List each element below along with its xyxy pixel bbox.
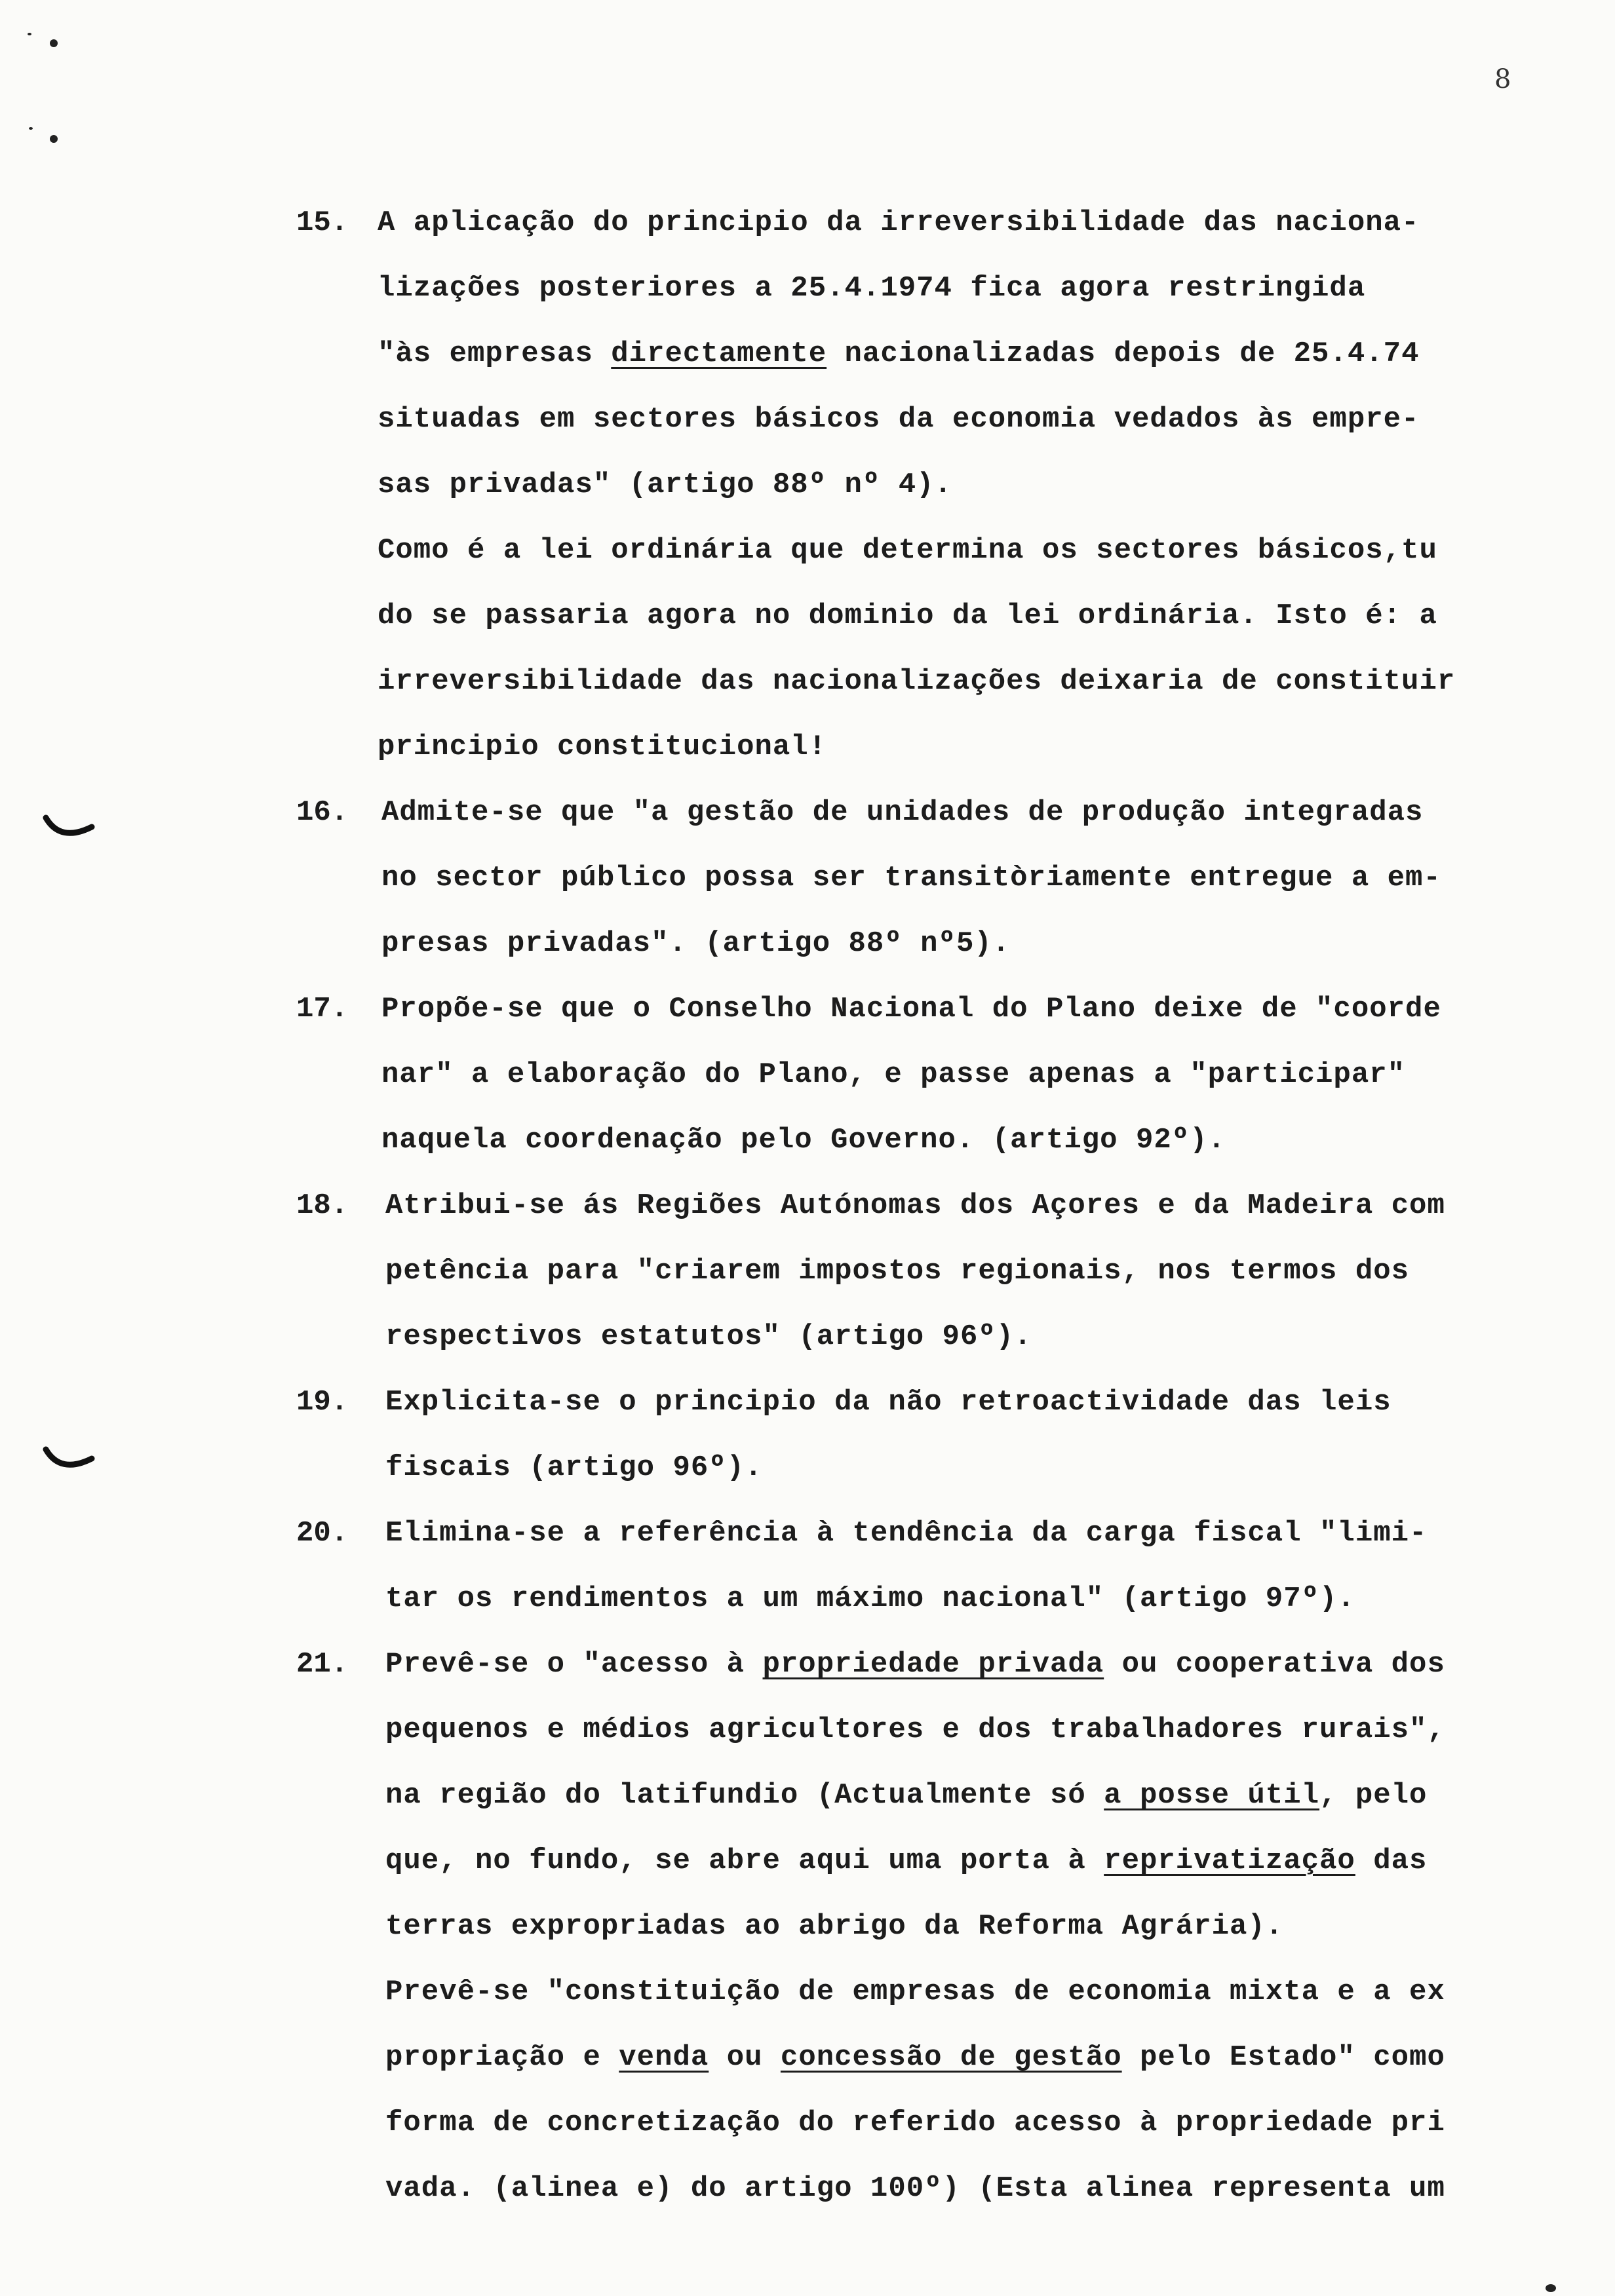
binder-ring-mark bbox=[41, 1435, 100, 1487]
text-line: situadas em sectores básicos da economia vedados às empre- bbox=[378, 403, 1420, 436]
text-line: no sector público possa ser transitòriamente entregue a em- bbox=[381, 862, 1441, 894]
text-line: forma de concretização do referido acesso à propriedade pri bbox=[385, 2107, 1445, 2139]
text-line: lizações posteriores a 25.4.1974 fica agora restringida bbox=[378, 272, 1366, 305]
margin-dot bbox=[50, 39, 58, 47]
text-line: Atribui-se ás Regiões Autónomas dos Açores e da Madeira com bbox=[385, 1189, 1445, 1222]
text-line: nar" a elaboração do Plano, e passe apenas a "participar" bbox=[381, 1058, 1406, 1091]
text-line: irreversibilidade das nacionalizações deixaria de constituir bbox=[378, 665, 1456, 698]
text-line: sas privadas" (artigo 88º nº 4). bbox=[378, 469, 952, 501]
text-line: vada. (alinea e) do artigo 100º) (Esta alinea representa um bbox=[385, 2172, 1445, 2205]
paragraph-number: 16. bbox=[296, 796, 349, 829]
paragraph-number: 18. bbox=[296, 1189, 349, 1222]
paragraph-number: 20. bbox=[296, 1517, 349, 1550]
text-line: presas privadas". (artigo 88º nº5). bbox=[381, 927, 1011, 960]
page-number: 8 bbox=[1494, 64, 1511, 94]
text-line: que, no fundo, se abre aqui uma porta à reprivatização das bbox=[385, 1845, 1428, 1877]
text-line: fiscais (artigo 96º). bbox=[385, 1451, 763, 1484]
margin-dot bbox=[29, 127, 33, 130]
margin-dot bbox=[50, 135, 58, 143]
text-line: terras expropriadas ao abrigo da Reforma Agrária). bbox=[385, 1910, 1284, 1943]
text-line: "às empresas directamente nacionalizadas depois de 25.4.74 bbox=[378, 337, 1420, 370]
margin-dot bbox=[28, 33, 31, 35]
text-line: principio constitucional! bbox=[378, 731, 827, 763]
text-line: Como é a lei ordinária que determina os sectores básicos,tu bbox=[378, 534, 1437, 567]
text-line: Prevê-se "constituição de empresas de economia mixta e a ex bbox=[385, 1976, 1445, 2008]
paragraph-number: 21. bbox=[296, 1648, 349, 1681]
text-line: Propõe-se que o Conselho Nacional do Plano deixe de "coorde bbox=[381, 993, 1441, 1025]
text-line: Admite-se que "a gestão de unidades de produção integradas bbox=[381, 796, 1424, 829]
underlined-text: venda bbox=[619, 2041, 709, 2074]
text-line: naquela coordenação pelo Governo. (artigo 92º). bbox=[381, 1124, 1226, 1157]
paragraph-number: 19. bbox=[296, 1386, 349, 1419]
underlined-text: propriedade privada bbox=[762, 1648, 1104, 1681]
binder-ring-mark bbox=[41, 803, 100, 856]
text-line: do se passaria agora no dominio da lei ordinária. Isto é: a bbox=[378, 600, 1437, 632]
text-line: respectivos estatutos" (artigo 96º). bbox=[385, 1320, 1032, 1353]
text-line: pequenos e médios agricultores e dos trabalhadores rurais", bbox=[385, 1713, 1445, 1746]
underlined-text: directamente bbox=[611, 337, 827, 370]
text-line: Prevê-se o "acesso à propriedade privada ou cooperativa dos bbox=[385, 1648, 1445, 1681]
underlined-text: a posse útil bbox=[1104, 1779, 1320, 1812]
text-line: petência para "criarem impostos regionais, nos termos dos bbox=[385, 1255, 1410, 1288]
text-line: tar os rendimentos a um máximo nacional" (artigo 97º). bbox=[385, 1582, 1355, 1615]
paragraph-number: 17. bbox=[296, 993, 349, 1025]
text-line: propriação e venda ou concessão de gestão pelo Estado" como bbox=[385, 2041, 1445, 2074]
text-line: Explicita-se o principio da não retroactividade das leis bbox=[385, 1386, 1391, 1419]
text-line: Elimina-se a referência à tendência da carga fiscal "limi- bbox=[385, 1517, 1428, 1550]
margin-dot bbox=[1546, 2284, 1556, 2292]
underlined-text: reprivatização bbox=[1104, 1845, 1355, 1877]
paragraph-number: 15. bbox=[296, 206, 349, 239]
underlined-text: concessão de gestão bbox=[780, 2041, 1122, 2074]
text-line: A aplicação do principio da irreversibilidade das naciona- bbox=[378, 206, 1420, 239]
text-line: na região do latifundio (Actualmente só a posse útil, pelo bbox=[385, 1779, 1428, 1812]
